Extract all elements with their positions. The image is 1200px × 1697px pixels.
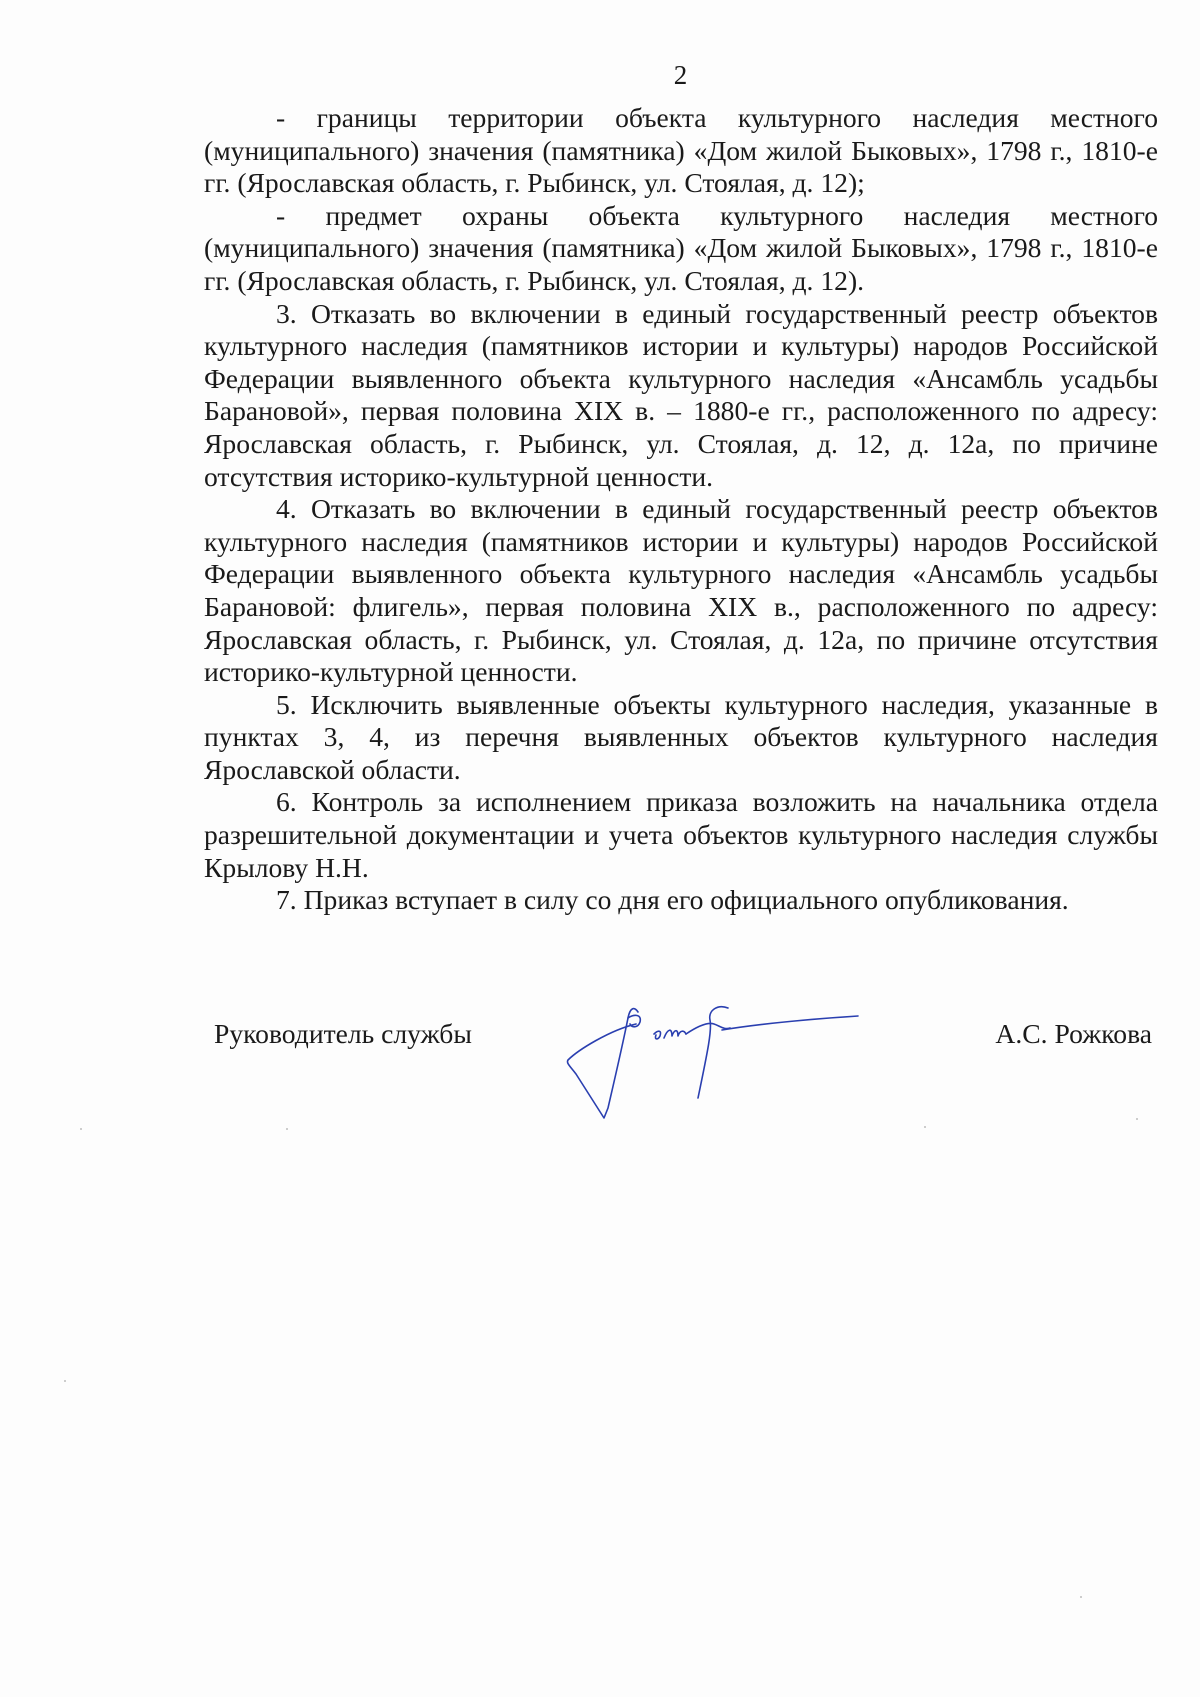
page-number: 2 [673, 60, 688, 90]
scan-speck [1136, 1118, 1138, 1120]
paragraph-boundaries: - границы территории объекта культурного наследия местного (муниципального) значения (памятника) «Дом жилой Быковых», 1798 г., 1810-е гг. (Ярославская область, г. Рыбинск, ул. Стоялая, д. 12); [204, 102, 1158, 199]
paragraph-protection-subject: - предмет охраны объекта культурного наследия местного (муниципального) значения (памятника) «Дом жилой Быковых», 1798 г., 1810-е гг. (Ярославская область, г. Рыбинск, ул. Стоялая, д. 12). [204, 199, 1158, 296]
signatory-name: А.С. Рожкова [995, 1018, 1152, 1049]
scan-speck [1080, 1596, 1082, 1598]
paragraph-item-6: 6. Контроль за исполнением приказа возложить на начальника отдела разрешительной документации и учета объектов культурного наследия службы Крылову Н.Н. [204, 786, 1158, 883]
paragraph-item-7: 7. Приказ вступает в силу со дня его официального опубликования. [276, 884, 1069, 916]
scan-speck [80, 1128, 82, 1130]
scan-speck [64, 1380, 66, 1382]
document-body [204, 102, 1158, 917]
signatory-position: Руководитель службы [214, 1018, 472, 1049]
paragraph-item-3: 3. Отказать во включении в единый государственный реестр объектов культурного наследия (памятников истории и культуры) народов Российской Федерации выявленного объекта культурного наследия «Ансамбль усадьбы Барановой», первая половина XIX в. – 1880-е гг., расположенного по адресу: Ярославская область, г. Рыбинск, ул. Стоялая, д. 12, д. 12а, по причине отсутствия историко-культурной ценности. [204, 297, 1158, 492]
handwritten-signature [558, 990, 878, 1125]
scan-speck [924, 1126, 926, 1128]
paragraph-item-5: 5. Исключить выявленные объекты культурного наследия, указанные в пунктах 3, 4, из перечня выявленных объектов культурного наследия Ярославской области. [204, 688, 1158, 785]
scan-speck [286, 1128, 288, 1130]
paragraph-item-4: 4. Отказать во включении в единый государственный реестр объектов культурного наследия (памятников истории и культуры) народов Российской Федерации выявленного объекта культурного наследия «Ансамбль усадьбы Барановой: флигель», первая половина XIX в., расположенного по адресу: Ярославская область, г. Рыбинск, ул. Стоялая, д. 12а, по причине отсутствия историко-культурной ценности. [204, 493, 1158, 688]
